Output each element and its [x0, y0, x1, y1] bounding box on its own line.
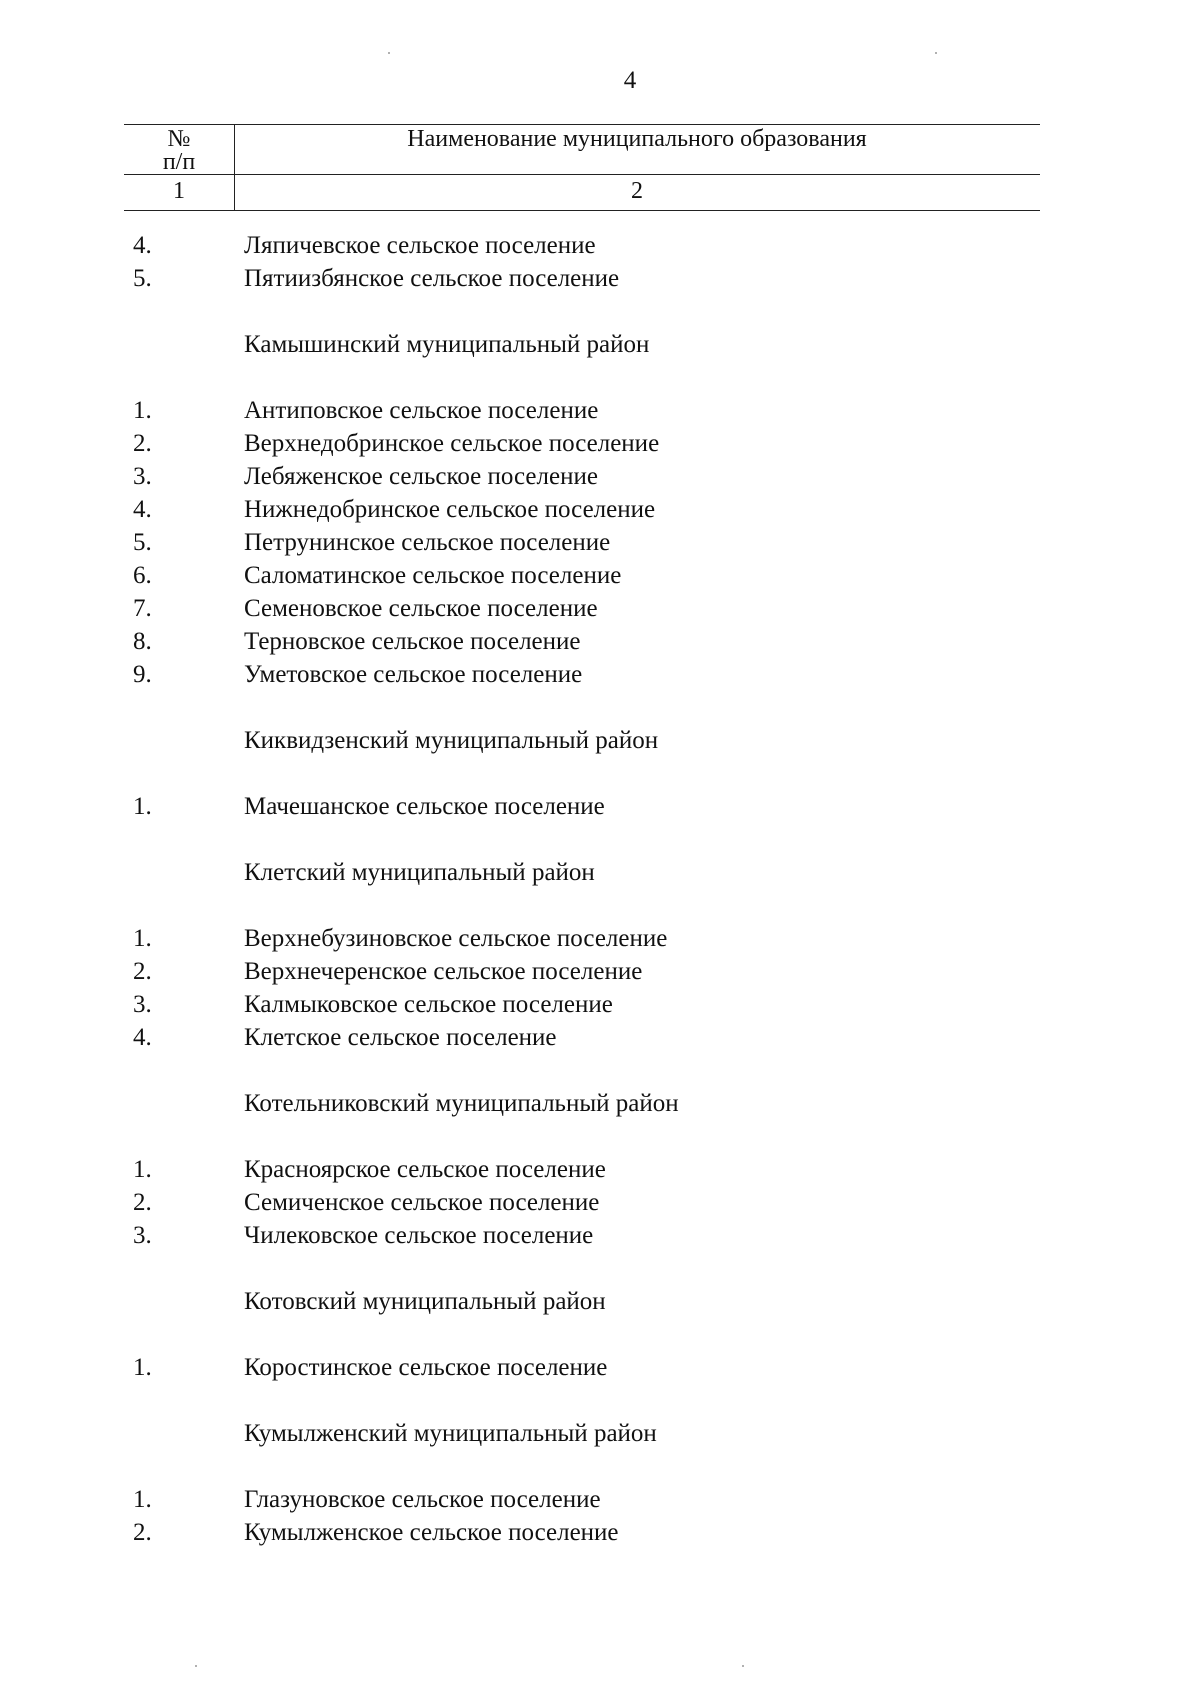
item-name: Мачешанское сельское поселение [244, 793, 605, 820]
item-number: 8. [133, 628, 152, 655]
district-heading: Котовский муниципальный район [244, 1288, 606, 1315]
item-name: Пятиизбянское сельское поселение [244, 265, 620, 292]
header-top-rule [124, 124, 1040, 125]
item-number: 2. [133, 430, 152, 457]
scan-speck [742, 1665, 744, 1667]
header-bottom-rule [124, 210, 1040, 211]
item-name: Саломатинское сельское поселение [244, 562, 622, 589]
page-number: 4 [623, 67, 637, 94]
item-name: Верхнебузиновское сельское поселение [244, 925, 668, 952]
item-name: Красноярское сельское поселение [244, 1156, 606, 1183]
item-name: Калмыковское сельское поселение [244, 991, 613, 1018]
district-heading: Клетский муниципальный район [244, 859, 595, 886]
item-name: Семиченское сельское поселение [244, 1189, 600, 1216]
item-name: Клетское сельское поселение [244, 1024, 557, 1051]
district-heading: Киквидзенский муниципальный район [244, 727, 659, 754]
item-number: 4. [133, 496, 152, 523]
item-number: 1. [133, 397, 152, 424]
item-name: Верхнечеренское сельское поселение [244, 958, 643, 985]
item-name: Нижнедобринское сельское поселение [244, 496, 656, 523]
scan-speck [388, 52, 390, 54]
item-name: Ляпичевское сельское поселение [244, 232, 596, 259]
item-number: 3. [133, 1222, 152, 1249]
item-name: Чилековское сельское поселение [244, 1222, 594, 1249]
item-number: 7. [133, 595, 152, 622]
district-heading: Кумылженский муниципальный район [244, 1420, 657, 1447]
item-name: Глазуновское сельское поселение [244, 1486, 601, 1513]
scan-speck [195, 1665, 197, 1667]
item-name: Петрунинское сельское поселение [244, 529, 611, 556]
item-number: 1. [133, 1354, 152, 1381]
item-name: Терновское сельское поселение [244, 628, 581, 655]
item-number: 5. [133, 265, 152, 292]
header-name-title: Наименование муниципального образования [407, 126, 867, 152]
header-number-abbrev: п/п [162, 149, 196, 175]
district-heading: Котельниковский муниципальный район [244, 1090, 679, 1117]
item-number: 4. [133, 1024, 152, 1051]
item-number: 2. [133, 1519, 152, 1546]
header-col1-index: 1 [173, 178, 185, 204]
item-number: 4. [133, 232, 152, 259]
header-middle-rule [124, 174, 1040, 175]
item-number: 6. [133, 562, 152, 589]
table-header [124, 124, 1040, 210]
item-name: Семеновское сельское поселение [244, 595, 598, 622]
item-name: Уметовское сельское поселение [244, 661, 583, 688]
item-number: 1. [133, 1156, 152, 1183]
item-name: Лебяженское сельское поселение [244, 463, 598, 490]
item-number: 9. [133, 661, 152, 688]
scan-speck [935, 52, 937, 54]
header-col2-index: 2 [631, 178, 643, 204]
item-number: 2. [133, 958, 152, 985]
item-number: 1. [133, 1486, 152, 1513]
item-name: Верхнедобринское сельское поселение [244, 430, 660, 457]
header-number-symbol: № [167, 126, 191, 152]
item-number: 3. [133, 463, 152, 490]
item-number: 5. [133, 529, 152, 556]
item-number: 1. [133, 793, 152, 820]
item-name: Кумылженское сельское поселение [244, 1519, 619, 1546]
item-name: Коростинское сельское поселение [244, 1354, 608, 1381]
item-number: 1. [133, 925, 152, 952]
district-heading: Камышинский муниципальный район [244, 331, 650, 358]
item-number: 3. [133, 991, 152, 1018]
item-name: Антиповское сельское поселение [244, 397, 599, 424]
item-number: 2. [133, 1189, 152, 1216]
